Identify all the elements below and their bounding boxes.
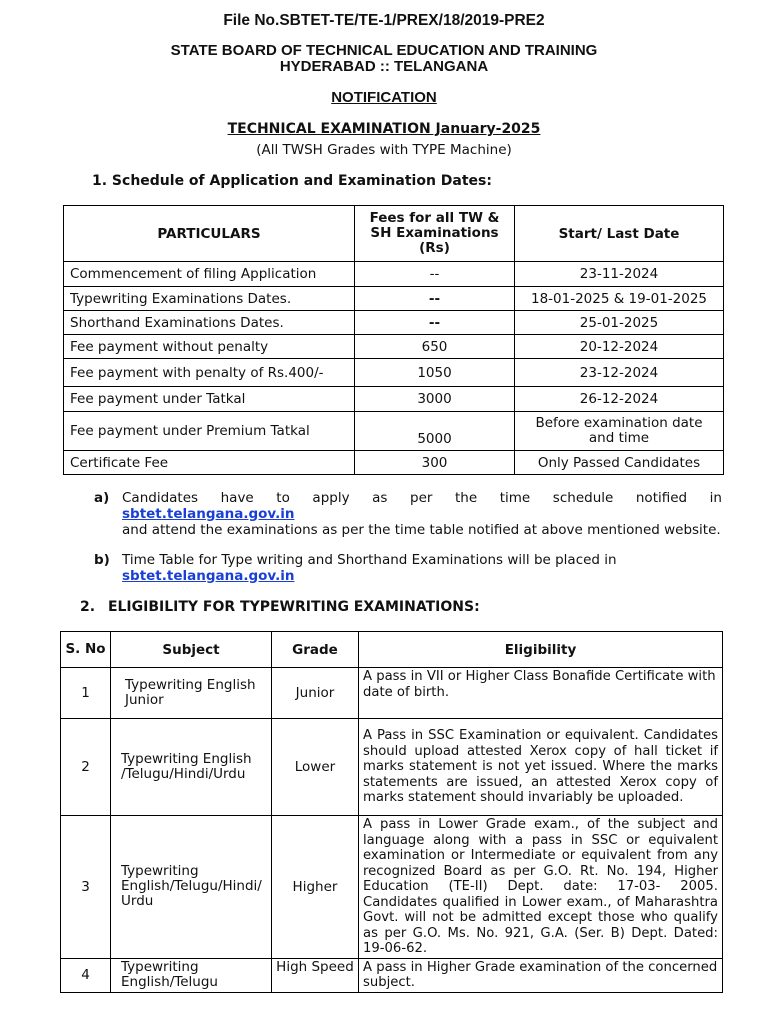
date-cell: 25-01-2025 xyxy=(515,311,724,335)
table-row xyxy=(61,958,723,992)
note-b-line-1: Time Table for Type writing and Shorthand Examinations will be placed in xyxy=(122,552,617,568)
col-eligibility: Eligibility xyxy=(359,632,723,668)
schedule-table xyxy=(63,205,724,475)
grade-cell: High Speed xyxy=(272,958,359,992)
fee-cell: -- xyxy=(355,311,515,335)
board-name xyxy=(0,43,768,75)
section-2-number: 2. xyxy=(80,599,96,615)
particular-cell: Certificate Fee xyxy=(64,451,355,475)
table-row xyxy=(64,451,724,475)
section-2-title: ELIGIBILITY FOR TYPEWRITING EXAMINATIONS: xyxy=(107,599,480,615)
fee-cell: -- xyxy=(355,287,515,311)
fee-cell: -- xyxy=(355,262,515,287)
table-row xyxy=(64,359,724,387)
board-line-2: HYDERABAD :: TELANGANA xyxy=(279,58,489,75)
subject-cell: Typewriting English /Telugu/Hindi/Urdu xyxy=(111,719,272,816)
grade-cell: Junior xyxy=(272,668,359,719)
particular-cell: Fee payment with penalty of Rs.400/- xyxy=(64,359,355,387)
section-2-heading xyxy=(80,599,480,615)
date-cell: 23-12-2024 xyxy=(515,359,724,387)
table-row xyxy=(64,262,724,287)
col-grade: Grade xyxy=(272,632,359,668)
particular-cell: Fee payment without penalty xyxy=(64,335,355,359)
particular-cell: Fee payment under Premium Tatkal xyxy=(64,412,355,451)
fee-cell: 3000 xyxy=(355,387,515,412)
schedule-header-row xyxy=(64,206,724,262)
eligibility-table xyxy=(60,631,723,993)
note-b xyxy=(94,553,722,584)
col-dates: Start/ Last Date xyxy=(515,206,724,262)
table-row xyxy=(64,387,724,412)
eligibility-cell: A pass in VII or Higher Class Bonafide Certificate with date of birth. xyxy=(359,668,723,719)
particular-cell: Shorthand Examinations Dates. xyxy=(64,311,355,335)
sno-cell: 4 xyxy=(61,958,111,992)
table-row xyxy=(61,719,723,816)
date-cell: 26-12-2024 xyxy=(515,387,724,412)
subject-cell: Typewriting English/Telugu xyxy=(111,958,272,992)
table-row xyxy=(64,287,724,311)
sno-cell: 3 xyxy=(61,816,111,959)
note-a xyxy=(94,491,722,539)
notification-heading: NOTIFICATION xyxy=(331,89,437,106)
table-row xyxy=(64,311,724,335)
date-cell: 23-11-2024 xyxy=(515,262,724,287)
date-cell: 20-12-2024 xyxy=(515,335,724,359)
file-number: File No.SBTET-TE/TE-1/PREX/18/2019-PRE2 xyxy=(223,12,545,29)
grade-cell: Lower xyxy=(272,719,359,816)
particular-cell: Fee payment under Tatkal xyxy=(64,387,355,412)
table-row xyxy=(64,335,724,359)
col-particulars: PARTICULARS xyxy=(64,206,355,262)
date-cell: Before examination date and time xyxy=(515,412,724,451)
note-a-line-1: Candidates have to apply as per the time schedule notified in xyxy=(122,490,722,506)
exam-subtitle: (All TWSH Grades with TYPE Machine) xyxy=(256,142,512,158)
subject-cell: Typewriting English Junior xyxy=(111,668,272,719)
table-row xyxy=(61,668,723,719)
section-1-heading: 1. Schedule of Application and Examination Dates: xyxy=(92,173,492,189)
note-b-letter: b) xyxy=(94,552,110,568)
note-a-line-2: and attend the examinations as per the time table notified at above mentioned website. xyxy=(122,522,721,538)
date-cell: 18-01-2025 & 19-01-2025 xyxy=(515,287,724,311)
subject-cell: Typewriting English/Telugu/Hindi/ Urdu xyxy=(111,816,272,959)
table-row xyxy=(64,412,724,451)
note-b-website-link[interactable]: sbtet.telangana.gov.in xyxy=(122,567,295,584)
particular-cell: Typewriting Examinations Dates. xyxy=(64,287,355,311)
table-row xyxy=(61,816,723,959)
fee-cell: 650 xyxy=(355,335,515,359)
eligibility-cell: A pass in Lower Grade exam., of the subject and language along with a pass in SSC or equivalent examination or Intermediate or equivalent from any recognized Board as per G.O. Rt. No. 194, Higher Education (TE-II) Dept. date: 17-03- 2005. Candidates qualified in Lower exam., of Maharashtra Govt. will not be admitted except those who qualify as per G.O. Ms. No. 921, G.A. (Ser. B) Dept. Dated: 19-06-62. xyxy=(359,816,723,959)
col-subject: Subject xyxy=(111,632,272,668)
note-a-website-link[interactable]: sbtet.telangana.gov.in xyxy=(122,505,295,522)
sno-cell: 1 xyxy=(61,668,111,719)
exam-title: TECHNICAL EXAMINATION January-2025 xyxy=(227,121,541,137)
eligibility-cell: A Pass in SSC Examination or equivalent. Candidates should upload attested Xerox copy of hall ticket if marks statement is not yet issued. Where the marks statements are issued, an attested Xerox copy of marks statement should invariably be uploaded. xyxy=(359,719,723,816)
fee-cell: 300 xyxy=(355,451,515,475)
eligibility-cell: A pass in Higher Grade examination of the concerned subject. xyxy=(359,958,723,992)
col-sno: S. No xyxy=(61,632,111,668)
fee-cell: 1050 xyxy=(355,359,515,387)
particular-cell: Commencement of filing Application xyxy=(64,262,355,287)
grade-cell: Higher xyxy=(272,816,359,959)
col-fees: Fees for all TW & SH Examinations (Rs) xyxy=(355,206,515,262)
board-line-1: STATE BOARD OF TECHNICAL EDUCATION AND TRAINING xyxy=(170,42,598,59)
sno-cell: 2 xyxy=(61,719,111,816)
date-cell: Only Passed Candidates xyxy=(515,451,724,475)
fee-cell: 5000 xyxy=(355,412,515,451)
eligibility-header-row xyxy=(61,632,723,668)
note-a-letter: a) xyxy=(94,490,110,506)
